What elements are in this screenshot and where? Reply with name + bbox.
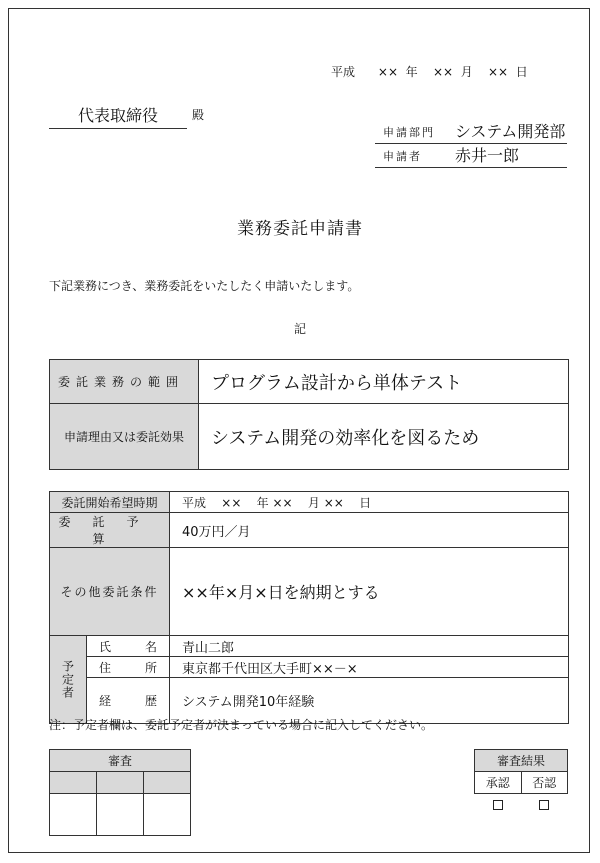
career-label-b: 歴 xyxy=(144,694,157,708)
start-year-unit: 年 xyxy=(256,495,269,510)
name-label-cell xyxy=(87,636,170,657)
budget-label: 委託予算 xyxy=(58,515,161,546)
date-year: ×× xyxy=(377,65,399,79)
name-label-a: 氏 xyxy=(99,639,112,654)
address-label-cell xyxy=(87,657,170,678)
start-label: 委託開始希望時期 xyxy=(50,492,170,513)
budget-value: 40万円／月 xyxy=(170,513,569,548)
address-label-a: 住 xyxy=(99,660,112,675)
reason-label: 申請理由又は委託効果 xyxy=(50,404,199,470)
approve-checkbox[interactable] xyxy=(493,800,503,810)
applicant-dept-row xyxy=(375,121,567,144)
review-result-table xyxy=(474,749,568,818)
other-value: ××年×月×日を納期とする xyxy=(170,548,569,636)
addressee-name: 代表取締役 xyxy=(49,103,187,129)
review-stamp-1[interactable] xyxy=(50,794,97,836)
review-stamp-3[interactable] xyxy=(144,794,191,836)
reason-value: システム開発の効率化を図るため xyxy=(199,404,569,470)
planned-label-cell xyxy=(50,636,87,724)
review-subcell-1 xyxy=(50,772,97,794)
note-text: 注：予定者欄は、委託予定者が決まっている場合に記入してください。 xyxy=(49,718,434,732)
review-stamp-2[interactable] xyxy=(97,794,144,836)
review-subcell-2 xyxy=(97,772,144,794)
details-table xyxy=(49,491,569,724)
applicant-dept-value: システム開発部 xyxy=(455,122,566,141)
date-day-unit: 日 xyxy=(515,65,528,79)
review-table xyxy=(49,749,191,836)
start-value xyxy=(170,492,569,513)
name-value: 青山二郎 xyxy=(170,636,569,657)
ki-mark: 記 xyxy=(293,322,306,336)
start-day-unit: 日 xyxy=(359,495,372,510)
applicant-person-row xyxy=(375,145,567,168)
review-subcell-3 xyxy=(144,772,191,794)
other-label: その他委託条件 xyxy=(50,548,170,636)
date-year-unit: 年 xyxy=(405,65,418,79)
date-month-unit: 月 xyxy=(460,65,473,79)
date-month: ×× xyxy=(432,65,454,79)
career-label-a: 経 xyxy=(99,694,112,708)
approve-label: 承認 xyxy=(475,772,522,794)
approve-checkbox-cell xyxy=(475,794,522,818)
intro-text: 下記業務につき、業務委託をいたしたく申請いたします。 xyxy=(49,279,360,293)
start-month: ×× xyxy=(272,495,293,510)
scope-label-cell xyxy=(50,360,199,404)
reject-checkbox[interactable] xyxy=(539,800,549,810)
scope-label: 委託業務の範囲 xyxy=(58,375,185,389)
review-label: 審査 xyxy=(50,750,191,772)
address-label-b: 所 xyxy=(144,660,157,675)
address-value: 東京都千代田区大手町××－× xyxy=(170,657,569,678)
document-page xyxy=(8,8,590,853)
planned-label: 予定者 xyxy=(60,660,75,699)
date-era: 平成 xyxy=(331,65,356,79)
start-era: 平成 xyxy=(182,495,207,510)
applicant-person-label: 申請者 xyxy=(383,150,422,163)
date-line xyxy=(331,63,528,80)
start-day: ×× xyxy=(323,495,344,510)
addressee-suffix: 殿 xyxy=(192,108,205,122)
name-label-b: 名 xyxy=(144,639,157,654)
scope-table xyxy=(49,359,569,470)
start-year: ×× xyxy=(221,495,242,510)
reject-label: 否認 xyxy=(521,772,568,794)
start-month-unit: 月 xyxy=(307,495,320,510)
document-title: 業務委託申請書 xyxy=(237,219,363,239)
budget-label-cell xyxy=(50,513,170,548)
career-value: システム開発10年経験 xyxy=(170,678,569,724)
scope-value: プログラム設計から単体テスト xyxy=(199,360,569,404)
applicant-person-value: 赤井一郎 xyxy=(455,146,520,165)
date-day: ×× xyxy=(487,65,509,79)
review-result-label: 審査結果 xyxy=(475,750,568,772)
reject-checkbox-cell xyxy=(521,794,568,818)
applicant-dept-label: 申請部門 xyxy=(383,126,435,139)
